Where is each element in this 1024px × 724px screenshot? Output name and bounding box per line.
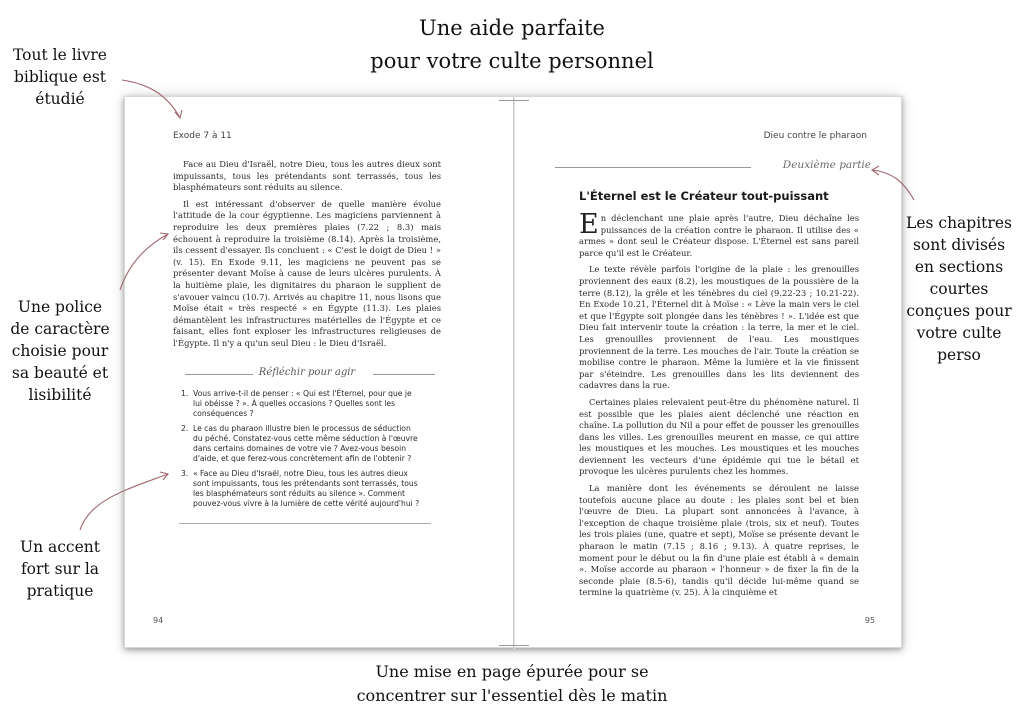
annotation-practice xyxy=(4,536,116,602)
headline xyxy=(0,12,1024,78)
right-body-text xyxy=(579,209,859,604)
annotation-line: conçues pour xyxy=(906,302,1012,320)
question-number: 1. xyxy=(181,389,189,398)
question-list xyxy=(181,389,421,514)
question-number: 2. xyxy=(181,424,189,433)
reflect-title: Réfléchir pour agir xyxy=(258,367,356,378)
annotation-line: Tout le livre xyxy=(13,46,107,64)
annotation-typeface xyxy=(4,296,116,406)
first-paragraph-text: n déclenchant une plaie après l'autre, Dieu déchaîne les puissances de la création contre le pharaon. Il utilise des « armes » dont seul le Créateur dispose. L'Éternel est sans pareil parce qu'il est le Créateur. xyxy=(579,213,859,258)
paragraph: Certaines plaies relevaient peut-être du phénomène naturel. Il est possible que les plaies aient déclenché une réaction en chaîne. La pollution du Nil a pour effet de pousser les grenouilles dans les villes. Les grenouilles meurent en masse, ce qui attire les moustiques et les mouches. Les moustiques et les mouches deviennent les vecteurs d'une épidémie qui tue le bétail et provoque les ulcères purulents chez les hommes. xyxy=(579,396,859,477)
annotation-line: perso xyxy=(937,346,981,364)
question-item xyxy=(181,424,421,464)
headline-line-1: Une aide parfaite xyxy=(419,16,605,40)
section-title: L'Éternel est le Créateur tout-puissant xyxy=(579,189,829,203)
part-title: Deuxième partie xyxy=(782,159,871,171)
part-heading-rule xyxy=(555,167,751,168)
annotation-line: sa beauté et xyxy=(11,364,109,382)
book-spread xyxy=(124,96,902,648)
annotation-line: de caractère xyxy=(10,320,110,338)
part-heading xyxy=(555,159,871,175)
annotation-line: en sections xyxy=(914,258,1004,276)
annotation-whole-book xyxy=(4,44,116,110)
annotation-line: lisibilité xyxy=(28,386,92,404)
headline-line-2: pour votre culte personnel xyxy=(370,49,654,73)
annotation-line: choisie pour xyxy=(11,342,109,360)
annotation-line: sont divisés xyxy=(912,236,1006,254)
paragraph: Face au Dieu d'Israël, notre Dieu, tous les autres dieux sont impuissants, tous les prétendants sont terrassés, tous les blasphémateurs sont réduits au silence. xyxy=(173,159,441,193)
question-text: Vous arrive-t-il de penser : « Qui est l'Éternel, pour que je lui obéisse ? ». À quelles occasions ? Quelles sont les conséquences ? xyxy=(193,389,412,418)
question-text: Le cas du pharaon illustre bien le processus de séduction du péché. Constatez-vous cette même séduction à l'œuvre dans certains domaines de votre vie ? Avez-vous besoin d'aide, et que ferez-vous concrètement afin de l'obtenir ? xyxy=(193,424,418,463)
annotation-line: étudié xyxy=(35,90,85,108)
paragraph: La manière dont les événements se déroulent ne laisse toutefois aucune place au doute : les plaies sont bel et bien l'œuvre de Dieu. La plupart sont annoncées à l'avance, à l'exception de chaque troisième plaie (trois, six et neuf). Toutes les trois plaies (une, quatre et sept), Moïse se présente devant le pharaon le matin (7.15 ; 8.16 ; 9.13). À quatre reprises, le moment pour le début ou la fin d'une plaie est établi à « demain ». Moïse accorde au pharaon « l'honneur » de fixer la fin de la seconde plaie (8.5-6), tandis qu'il décide lui-même quand se termine la quatrième (v. 25). À la cinquième et xyxy=(579,483,859,598)
question-item xyxy=(181,469,421,509)
annotation-line: biblique est xyxy=(13,68,107,86)
left-body-text xyxy=(173,159,441,355)
running-head-left: Exode 7 à 11 xyxy=(173,131,232,141)
drop-cap: E xyxy=(579,209,599,240)
annotation-line: Une police xyxy=(17,298,103,316)
first-paragraph xyxy=(579,209,859,259)
page-number-left: 94 xyxy=(153,616,164,625)
annotation-line: Les chapitres xyxy=(906,214,1012,232)
annotation-line: courtes xyxy=(929,280,989,298)
annotation-line: Un accent xyxy=(20,538,100,556)
running-head-right: Dieu contre le pharaon xyxy=(763,131,867,141)
page-number-right: 95 xyxy=(864,616,875,625)
footer-line-1: Une mise en page épurée pour se xyxy=(375,662,649,681)
question-item xyxy=(181,389,421,419)
questions-bottom-rule xyxy=(179,523,431,524)
footer-caption xyxy=(0,660,1024,708)
annotation-line: pratique xyxy=(26,582,94,600)
paragraph: Il est intéressant d'observer de quelle manière évolue l'attitude de la cour égyptienne. Les magiciens parviennent à reproduire les deux premières plaies (7.22 ; 8.3) mais échouent à reproduire la troisième (8.14). Après la troisième, ils cessent d'essayer. Ils concluent : « C'est le doigt de Dieu ! » (v. 15). En Exode 9.11, les magiciens ne peuvent pas se présenter devant Moïse à cause de leurs ulcères purulents. À la huitième plaie, les dignitaires du pharaon le supplient de s'avouer vaincu (10.7). Arrivés au chapitre 11, nous lisons que Moïse était « très respecté » en Égypte (11.3). Les plaies démantèlent les infrastructures matérielles de l'Égypte et ce faisant, elles font exploser les infrastructures religieuses de l'Égypte. Il n'y a qu'un seul Dieu : le Dieu d'Israël. xyxy=(173,198,441,348)
footer-line-2: concentrer sur l'essentiel dès le matin xyxy=(356,686,668,705)
question-text: « Face au Dieu d'Israël, notre Dieu, tous les autres dieux sont impuissants, tous les prétendants sont terrassés, tous les blasphémateurs sont réduits au silence ». Comment pouvez-vous vivre à la lumière de cette vérité aujourd'hui ? xyxy=(193,469,420,508)
paragraph: Le texte révèle parfois l'origine de la plaie : les grenouilles proviennent des eaux (8.2), les moustiques de la poussière de la terre (8.12), la grêle et les ténèbres du ciel (9.22-23 ; 10.21-22). En Exode 10.21, l'Éternel dit à Moïse : « Lève la main vers le ciel et que l'Égypte soit plongée dans les ténèbres ! ». L'idée est que Dieu fait intervenir toute la création : la terre, la mer et le ciel. Les grenouilles proviennent de l'eau. Les moustiques proviennent de la terre. Les mouches de l'air. Toute la création se mobilise contre le pharaon. Même la lumière et la vie finissent par s'éteindre. Les grenouilles dans les lits deviennent des cadavres dans la rue. xyxy=(579,264,859,391)
question-number: 3. xyxy=(181,469,189,478)
reflect-heading xyxy=(173,367,441,381)
annotation-line: votre culte xyxy=(916,324,1002,342)
annotation-line: fort sur la xyxy=(20,560,100,578)
left-page xyxy=(125,97,513,649)
heading-rule-right xyxy=(373,374,435,375)
annotation-short-sections xyxy=(898,212,1020,366)
right-page xyxy=(515,97,903,649)
